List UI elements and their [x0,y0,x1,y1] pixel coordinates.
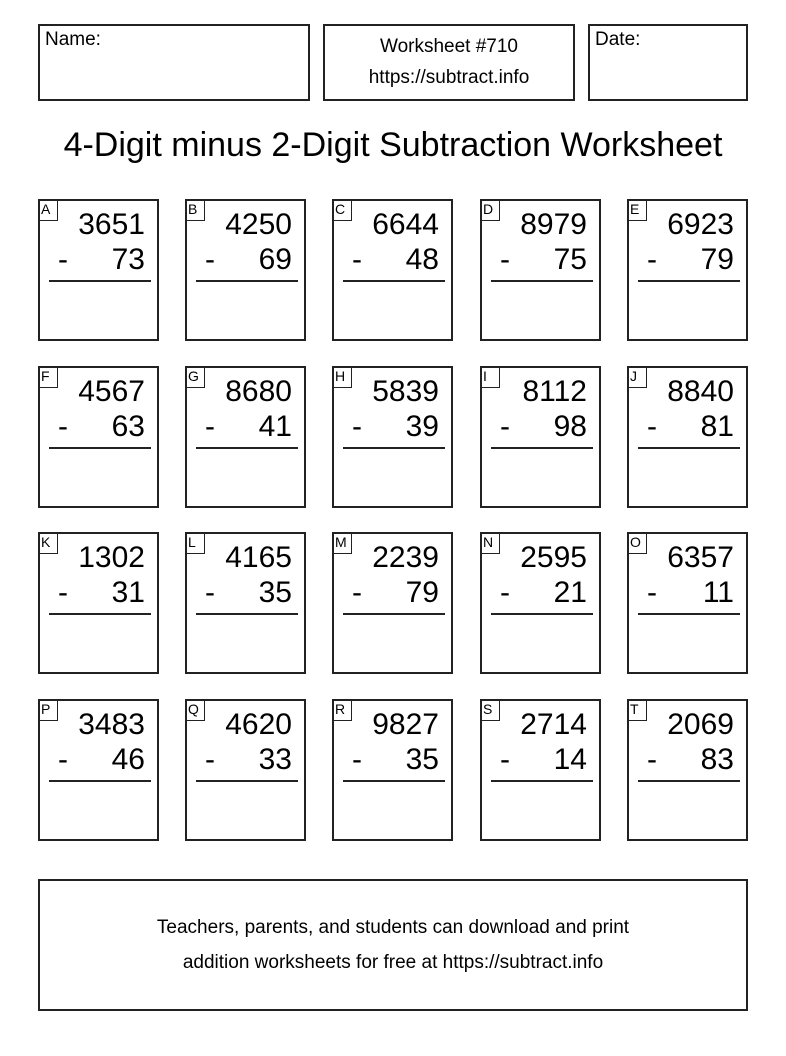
footer-note [38,879,748,1011]
minus-sign: - [205,576,215,609]
answer-line [491,280,593,282]
answer-line [343,613,445,615]
problem-m[interactable] [332,532,453,674]
minus-sign: - [58,743,68,776]
subtrahend: 39 [405,410,439,443]
footer-line-2: addition worksheets for free at https://subtract.info [182,952,604,973]
problem-p[interactable] [38,699,159,841]
subtrahend: 79 [700,243,734,276]
problem-letter: I [480,366,500,388]
problem-letter: F [38,366,58,388]
subtrahend: 48 [405,243,439,276]
subtrahend: 35 [405,743,439,776]
answer-line [343,280,445,282]
minus-sign: - [500,576,510,609]
subtrahend: 31 [111,576,145,609]
subtrahend: 33 [258,743,292,776]
problem-k[interactable] [38,532,159,674]
problem-letter: Q [185,699,205,721]
footer-line-1: Teachers, parents, and students can download and print [156,917,630,938]
subtrahend: 63 [111,410,145,443]
answer-line [638,447,740,449]
minuend: 2239 [372,541,439,574]
minuend: 4567 [78,375,145,408]
problem-letter: P [38,699,58,721]
answer-line [49,613,151,615]
minuend: 4620 [225,708,292,741]
answer-line [196,280,298,282]
answer-line [49,780,151,782]
subtrahend: 46 [111,743,145,776]
problem-e[interactable] [627,199,748,341]
minuend: 1302 [78,541,145,574]
problem-h[interactable] [332,366,453,508]
problem-letter: B [185,199,205,221]
minuend: 2714 [520,708,587,741]
minus-sign: - [647,576,657,609]
problem-o[interactable] [627,532,748,674]
subtrahend: 69 [258,243,292,276]
answer-line [343,780,445,782]
minus-sign: - [205,743,215,776]
minuend: 3651 [78,208,145,241]
answer-line [491,447,593,449]
minus-sign: - [58,410,68,443]
minus-sign: - [647,243,657,276]
worksheet-url: https://subtract.info [368,67,530,88]
minus-sign: - [500,743,510,776]
minuend: 5839 [372,375,439,408]
subtrahend: 73 [111,243,145,276]
answer-line [638,613,740,615]
problem-r[interactable] [332,699,453,841]
minus-sign: - [352,743,362,776]
minuend: 4165 [225,541,292,574]
problem-letter: K [38,532,58,554]
problem-c[interactable] [332,199,453,341]
problem-letter: M [332,532,352,554]
subtrahend: 41 [258,410,292,443]
minuend: 2069 [667,708,734,741]
problem-a[interactable] [38,199,159,341]
problem-letter: E [627,199,647,221]
minus-sign: - [352,410,362,443]
minuend: 8680 [225,375,292,408]
subtrahend: 35 [258,576,292,609]
minuend: 4250 [225,208,292,241]
problem-letter: A [38,199,58,221]
problem-letter: R [332,699,352,721]
minus-sign: - [500,410,510,443]
problem-l[interactable] [185,532,306,674]
minus-sign: - [647,743,657,776]
problem-letter: G [185,366,205,388]
minuend: 6357 [667,541,734,574]
worksheet-number: Worksheet #710 [379,36,518,57]
worksheet-info-box [323,24,575,101]
problem-g[interactable] [185,366,306,508]
minuend: 3483 [78,708,145,741]
problem-b[interactable] [185,199,306,341]
minus-sign: - [58,576,68,609]
problem-d[interactable] [480,199,601,341]
minuend: 6644 [372,208,439,241]
minus-sign: - [58,243,68,276]
subtrahend: 75 [553,243,587,276]
problem-letter: C [332,199,352,221]
minus-sign: - [500,243,510,276]
problem-letter: N [480,532,500,554]
subtrahend: 11 [702,576,734,609]
date-field[interactable] [588,24,748,101]
problem-letter: T [627,699,647,721]
date-label: Date: [595,29,641,50]
subtrahend: 83 [700,743,734,776]
problem-letter: H [332,366,352,388]
answer-line [196,780,298,782]
problem-i[interactable] [480,366,601,508]
minuend: 6923 [667,208,734,241]
page-title: 4-Digit minus 2-Digit Subtraction Worksheet [63,126,723,164]
subtrahend: 79 [405,576,439,609]
problem-s[interactable] [480,699,601,841]
answer-line [638,780,740,782]
answer-line [491,613,593,615]
name-field[interactable] [38,24,310,101]
name-label: Name: [45,29,101,50]
minus-sign: - [205,410,215,443]
subtrahend: 21 [553,576,587,609]
problem-letter: L [185,532,205,554]
answer-line [638,280,740,282]
problem-letter: S [480,699,500,721]
problem-letter: D [480,199,500,221]
problem-letter: J [627,366,647,388]
answer-line [196,613,298,615]
problem-f[interactable] [38,366,159,508]
problem-j[interactable] [627,366,748,508]
answer-line [343,447,445,449]
minuend: 8112 [522,375,587,408]
minus-sign: - [205,243,215,276]
subtrahend: 14 [553,743,587,776]
answer-line [196,447,298,449]
problem-t[interactable] [627,699,748,841]
minuend: 9827 [372,708,439,741]
subtrahend: 81 [700,410,734,443]
problem-n[interactable] [480,532,601,674]
minuend: 2595 [520,541,587,574]
minus-sign: - [352,243,362,276]
subtrahend: 98 [553,410,587,443]
minuend: 8840 [667,375,734,408]
minuend: 8979 [520,208,587,241]
minus-sign: - [647,410,657,443]
problem-letter: O [627,532,647,554]
answer-line [49,280,151,282]
minus-sign: - [352,576,362,609]
answer-line [49,447,151,449]
answer-line [491,780,593,782]
problem-q[interactable] [185,699,306,841]
